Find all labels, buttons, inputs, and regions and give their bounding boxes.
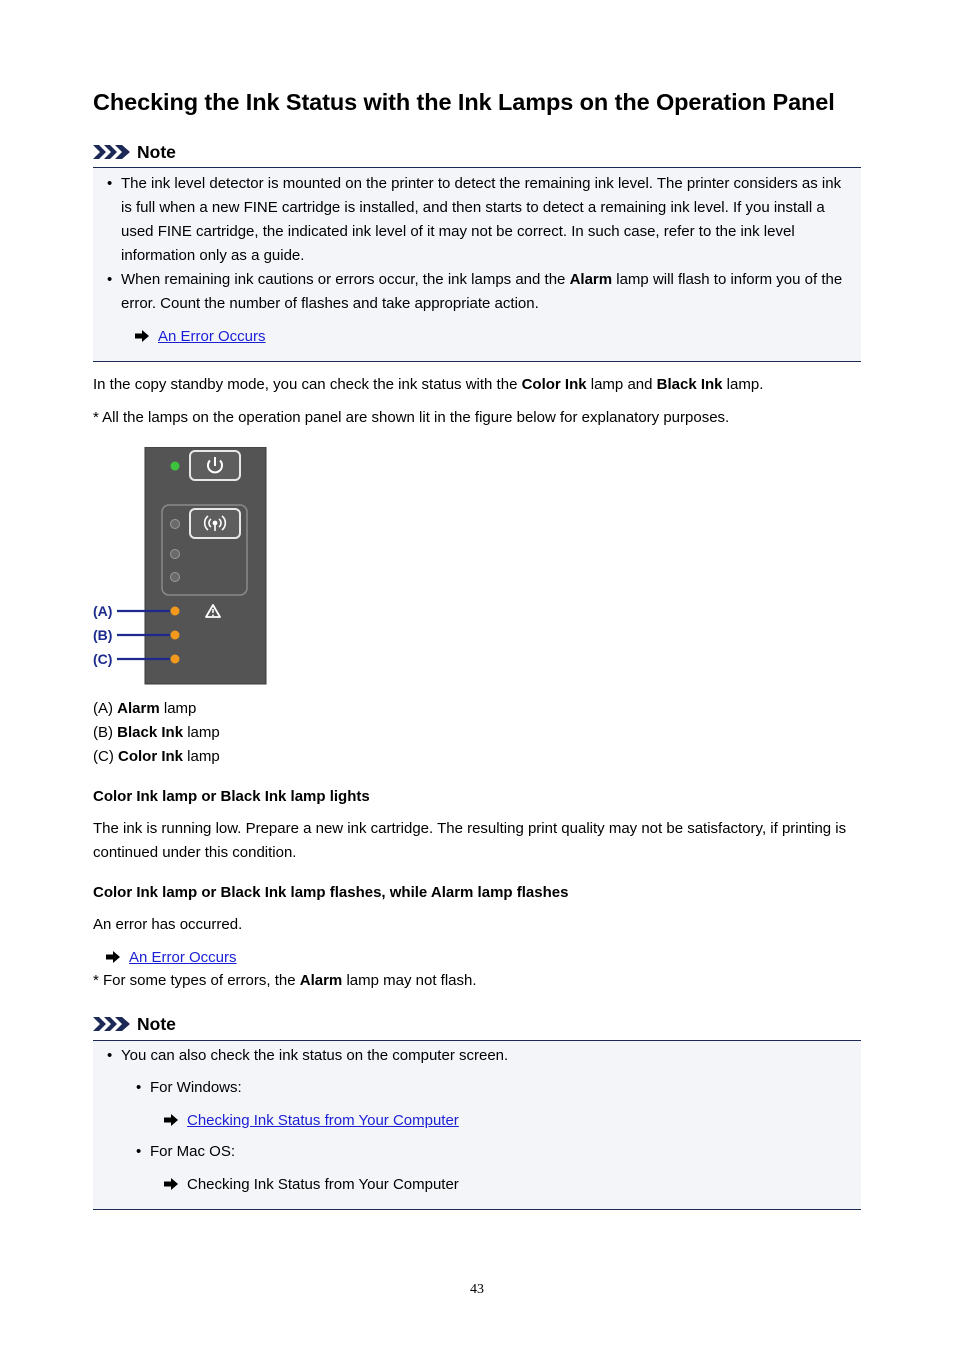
note-box bbox=[93, 167, 861, 362]
note-bullet: • The ink level detector is mounted on the printer to detect the remaining ink level. The printer considers as ink is full when a new FINE cartridge is installed, and then starts to detect a remaining ink level. If you install a used FINE cartridge, the indicated ink level of it may not be correct. In such case, refer to the ink level information only as a guide. bbox=[107, 175, 842, 264]
note-heading-label: Note bbox=[137, 141, 176, 162]
checking-ink-status-link[interactable]: Checking Ink Status from Your Computer bbox=[187, 1111, 459, 1129]
arrow-right-icon bbox=[164, 1178, 178, 1190]
power-lamp bbox=[171, 462, 180, 471]
windows-link-row bbox=[164, 1108, 459, 1132]
arrow-right-icon bbox=[135, 330, 149, 342]
note-bullet: • You can also check the ink status on the computer screen. bbox=[107, 1047, 509, 1064]
legend-item: (A) Alarm lamp bbox=[93, 700, 197, 717]
page-number: 43 bbox=[470, 1282, 484, 1297]
note-box bbox=[93, 1040, 861, 1210]
note-heading bbox=[93, 1013, 293, 1035]
legend-item: (B) Black Ink lamp bbox=[93, 724, 220, 741]
note-arrows-icon bbox=[93, 143, 131, 161]
operation-panel-figure bbox=[93, 447, 268, 685]
alarm-lamp bbox=[171, 607, 180, 616]
label-c: (C) bbox=[93, 651, 113, 667]
label-b: (B) bbox=[93, 627, 113, 643]
label-a: (A) bbox=[93, 603, 113, 619]
black-ink-lamp bbox=[171, 631, 180, 640]
section-heading: Color Ink lamp or Black Ink lamp flashes, while Alarm lamp flashes bbox=[93, 884, 569, 901]
section-body: An error has occurred. bbox=[93, 916, 243, 933]
mac-link-row bbox=[164, 1172, 459, 1196]
note-arrows-icon bbox=[93, 1015, 131, 1033]
page-title: Checking the Ink Status with the Ink Lamps on the Operation Panel bbox=[93, 89, 835, 115]
checking-ink-status-text: Checking Ink Status from Your Computer bbox=[187, 1175, 459, 1193]
color-ink-lamp bbox=[171, 655, 180, 664]
an-error-occurs-link[interactable]: An Error Occurs bbox=[129, 948, 237, 966]
arrow-right-icon bbox=[164, 1114, 178, 1126]
legend-item: (C) Color Ink lamp bbox=[93, 748, 220, 765]
section-heading: Color Ink lamp or Black Ink lamp lights bbox=[93, 788, 370, 805]
arrow-right-icon bbox=[106, 951, 120, 963]
error-link-row bbox=[106, 945, 237, 969]
note-heading-label: Note bbox=[137, 1013, 176, 1034]
note-sub-bullet: • For Mac OS: bbox=[136, 1143, 236, 1160]
error-link-row bbox=[135, 324, 266, 348]
note-heading bbox=[93, 141, 293, 163]
intro-paragraph: In the copy standby mode, you can check the ink status with the Color Ink lamp and Black Ink lamp. bbox=[93, 376, 764, 393]
section-body: The ink is running low. Prepare a new ink cartridge. The resulting print quality may not be satisfactory, if printing is continued under this condition. bbox=[93, 820, 847, 861]
an-error-occurs-link[interactable]: An Error Occurs bbox=[158, 327, 266, 345]
alarm-footnote: * For some types of errors, the Alarm lamp may not flash. bbox=[93, 972, 477, 989]
figure-footnote: * All the lamps on the operation panel are shown lit in the figure below for explanatory purposes. bbox=[93, 409, 730, 426]
note-sub-bullet: • For Windows: bbox=[136, 1079, 242, 1096]
note-bullet: • When remaining ink cautions or errors occur, the ink lamps and the Alarm lamp will flash to inform you of the error. Count the number of flashes and take appropriate action. bbox=[107, 271, 843, 312]
